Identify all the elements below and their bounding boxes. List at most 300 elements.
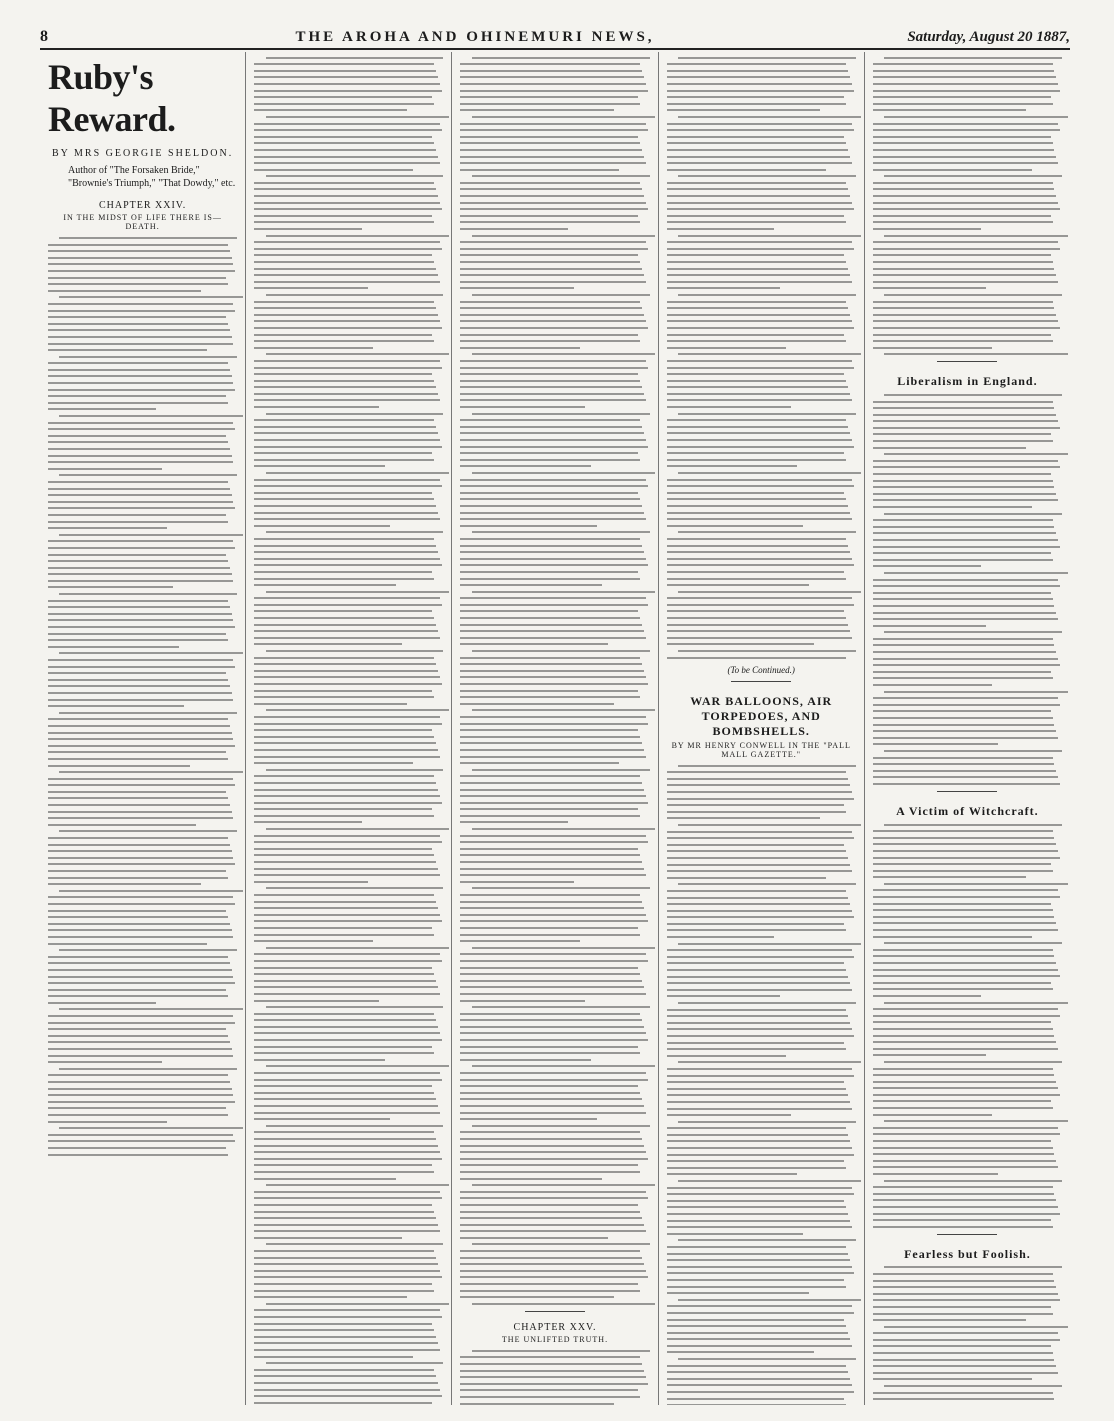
text-line [254, 169, 413, 171]
text-line [873, 565, 981, 567]
text-line [460, 953, 645, 955]
text-line [48, 896, 233, 898]
text-line [48, 956, 228, 958]
text-line [667, 1160, 845, 1162]
text-line [48, 916, 228, 918]
text-line [667, 1108, 852, 1110]
text-line [667, 386, 849, 388]
text-line [460, 782, 642, 784]
text-line [667, 1279, 845, 1281]
text-line [460, 169, 619, 171]
text-line [460, 399, 645, 401]
text-line [667, 1332, 849, 1334]
text-line [254, 103, 434, 105]
text-line [254, 334, 432, 336]
text-line [472, 235, 656, 237]
text-line [266, 1065, 450, 1067]
text-line [48, 943, 207, 945]
text-line [667, 1220, 851, 1222]
text-line [460, 742, 642, 744]
text-line [873, 717, 1053, 719]
text-line [48, 646, 179, 648]
text-line [667, 1028, 852, 1030]
text-line [266, 175, 444, 177]
text-line [59, 652, 243, 654]
text-line [254, 1257, 436, 1259]
text-line [48, 837, 228, 839]
text-line [48, 995, 228, 997]
text-line [48, 850, 232, 852]
text-line [667, 367, 854, 369]
text-line [884, 353, 1068, 355]
text-line [460, 446, 647, 448]
text-line [667, 169, 826, 171]
text-line [48, 270, 235, 272]
text-line [254, 301, 434, 303]
text-line [460, 498, 640, 500]
text-line [48, 257, 232, 259]
text-line [266, 1006, 444, 1008]
text-line [460, 815, 640, 817]
text-line [48, 461, 233, 463]
text-line [460, 1396, 640, 1398]
text-line [460, 1178, 602, 1180]
text-line [48, 395, 226, 397]
text-line [460, 281, 645, 283]
text-line [873, 1021, 1051, 1023]
text-line [873, 466, 1060, 468]
text-line [873, 261, 1053, 263]
text-line [254, 690, 432, 692]
text-line [59, 949, 237, 951]
text-line [254, 967, 432, 969]
text-line [254, 479, 439, 481]
text-line [460, 188, 642, 190]
text-line [460, 841, 647, 843]
text-line [48, 369, 230, 371]
text-line [678, 57, 856, 59]
text-line [667, 798, 854, 800]
text-line [48, 633, 226, 635]
text-line [472, 709, 656, 711]
text-line [48, 778, 233, 780]
text-line [59, 830, 237, 832]
text-line [460, 795, 645, 797]
text-line [667, 910, 852, 912]
text-line [873, 843, 1057, 845]
text-line [48, 877, 228, 879]
text-line [667, 1259, 851, 1261]
text-line [48, 455, 232, 457]
text-line [873, 208, 1060, 210]
text-line [266, 709, 450, 711]
text-line [873, 1094, 1060, 1096]
text-line [873, 63, 1053, 65]
text-line [59, 237, 237, 239]
text-line [667, 837, 854, 839]
text-line [873, 658, 1058, 660]
text-line [460, 334, 638, 336]
text-line [48, 1107, 226, 1109]
text-line [254, 670, 438, 672]
text-line [48, 389, 235, 391]
text-line [460, 874, 645, 876]
text-line [460, 1158, 647, 1160]
text-line [460, 1363, 642, 1365]
text-line [254, 920, 441, 922]
text-line [873, 743, 998, 745]
text-line [667, 1088, 847, 1090]
text-line [667, 778, 849, 780]
text-line [873, 1398, 1055, 1400]
text-line [873, 969, 1058, 971]
text-line [873, 1140, 1051, 1142]
text-line [667, 129, 854, 131]
text-line [254, 1389, 439, 1391]
text-line [254, 149, 436, 151]
text-line [48, 718, 228, 720]
text-line [59, 415, 243, 417]
text-line [48, 1094, 233, 1096]
text-line [460, 1224, 644, 1226]
text-line [873, 83, 1058, 85]
text-line [873, 1114, 992, 1116]
text-line [678, 531, 856, 533]
text-line [48, 329, 230, 331]
text-line [48, 969, 232, 971]
text-line [667, 617, 847, 619]
text-line [667, 373, 845, 375]
text-line [667, 1345, 852, 1347]
text-line [48, 362, 228, 364]
text-line [48, 1140, 235, 1142]
text-line [254, 1000, 379, 1002]
article-title: WAR BALLOONS, AIR TORPEDOES, AND BOMBSHELLS. [690, 693, 833, 738]
text-line [873, 870, 1053, 872]
text-line [254, 1112, 439, 1114]
text-line [460, 1276, 647, 1278]
text-line [460, 1085, 638, 1087]
text-line [873, 506, 1032, 508]
text-line [873, 1359, 1055, 1361]
text-line [667, 380, 847, 382]
text-line [667, 604, 854, 606]
text-line [873, 480, 1053, 482]
text-line [254, 268, 436, 270]
text-line [667, 162, 852, 164]
text-line [460, 1079, 647, 1081]
text-line [667, 956, 854, 958]
text-line [460, 248, 647, 250]
text-line [472, 175, 650, 177]
text-line [884, 883, 1068, 885]
text-line [873, 710, 1051, 712]
text-line [254, 993, 439, 995]
text-line [254, 676, 439, 678]
text-line [266, 1303, 450, 1305]
text-line [254, 281, 439, 283]
text-line [472, 531, 650, 533]
text-line [48, 619, 233, 621]
text-line [667, 188, 849, 190]
text-line [460, 1131, 640, 1133]
text-line [48, 1121, 167, 1123]
text-line [254, 1375, 436, 1377]
text-line [266, 57, 444, 59]
text-line [254, 558, 439, 560]
text-line [460, 465, 591, 467]
text-line [873, 281, 1058, 283]
text-line [254, 162, 439, 164]
text-line [460, 1290, 640, 1292]
text-line [667, 248, 854, 250]
text-line [873, 1035, 1055, 1037]
text-line [460, 109, 613, 111]
text-line [254, 1349, 439, 1351]
text-line [678, 1061, 862, 1063]
text-line [873, 1365, 1057, 1367]
text-line [873, 684, 992, 686]
text-line [667, 857, 849, 859]
text-line [254, 432, 438, 434]
text-line [472, 116, 656, 118]
text-line [460, 156, 644, 158]
text-line [873, 1028, 1053, 1030]
text-line [254, 248, 441, 250]
text-line [460, 973, 640, 975]
text-line [472, 57, 650, 59]
text-line [873, 770, 1057, 772]
text-line [48, 468, 162, 470]
text-line [873, 460, 1058, 462]
text-line [48, 441, 228, 443]
text-line [873, 1293, 1058, 1295]
text-line [48, 797, 228, 799]
text-line [266, 769, 444, 771]
text-line [460, 1389, 638, 1391]
text-line [254, 1026, 438, 1028]
text-line [667, 76, 851, 78]
text-line [254, 505, 436, 507]
text-line [254, 156, 438, 158]
text-line [460, 241, 645, 243]
text-line [667, 320, 852, 322]
text-line [48, 1015, 233, 1017]
text-line [48, 402, 228, 404]
text-line [48, 310, 235, 312]
text-line [667, 864, 851, 866]
divider [731, 681, 791, 682]
text-line [460, 1032, 645, 1034]
text-line [873, 1319, 1026, 1321]
text-line [873, 605, 1055, 607]
text-line [678, 235, 862, 237]
text-line [873, 320, 1058, 322]
text-line [266, 828, 450, 830]
text-line [873, 347, 992, 349]
text-line [460, 301, 640, 303]
text-line [254, 604, 441, 606]
text-line [873, 1339, 1060, 1341]
text-line [254, 1118, 390, 1120]
text-line [460, 835, 645, 837]
divider [937, 361, 997, 362]
text-line [48, 857, 233, 859]
text-line [254, 617, 434, 619]
text-line [254, 657, 434, 659]
text-line [254, 485, 441, 487]
text-line [254, 934, 434, 936]
text-line [460, 1112, 645, 1114]
text-line [873, 552, 1051, 554]
text-line [460, 1171, 640, 1173]
text-line [254, 703, 407, 705]
text-line [59, 890, 243, 892]
text-line [254, 1105, 438, 1107]
text-line [884, 750, 1062, 752]
text-line [667, 1173, 798, 1175]
text-line [873, 447, 1026, 449]
text-line [254, 123, 439, 125]
text-line [460, 683, 647, 685]
body-text [254, 57, 443, 1405]
text-line [873, 671, 1051, 673]
text-line [667, 307, 849, 309]
text-line [254, 327, 441, 329]
body-text [460, 1350, 649, 1405]
text-line [873, 103, 1053, 105]
text-line [667, 1213, 849, 1215]
text-line [48, 1101, 235, 1103]
text-line [48, 323, 228, 325]
text-line [460, 960, 647, 962]
text-line [667, 1187, 852, 1189]
text-line [873, 407, 1055, 409]
text-line [667, 1319, 845, 1321]
text-line [667, 989, 852, 991]
text-line [460, 604, 647, 606]
text-line [254, 1151, 439, 1153]
text-line [667, 334, 845, 336]
chapter-subtitle: IN THE MIDST OF LIFE THERE IS—DEATH. [63, 213, 222, 231]
text-line [667, 1404, 847, 1405]
text-line [254, 1072, 439, 1074]
text-line [48, 382, 233, 384]
text-line [48, 929, 232, 931]
text-line [460, 136, 638, 138]
text-line [873, 221, 1053, 223]
text-line [667, 182, 847, 184]
text-line [873, 473, 1051, 475]
text-line [460, 215, 638, 217]
text-line [667, 1398, 845, 1400]
masthead [40, 16, 1070, 50]
text-line [254, 624, 436, 626]
text-line [884, 1266, 1062, 1268]
issue-date: Saturday, August 20 1887, [907, 29, 1070, 45]
text-line [678, 1002, 856, 1004]
text-line [254, 254, 432, 256]
text-line [460, 894, 640, 896]
text-line [48, 316, 226, 318]
text-line [667, 791, 852, 793]
text-line [460, 254, 638, 256]
text-line [884, 631, 1062, 633]
text-line [667, 228, 775, 230]
text-line [254, 821, 362, 823]
text-line [59, 1127, 243, 1129]
text-line [254, 1323, 432, 1325]
text-line [48, 870, 226, 872]
text-line [667, 551, 851, 553]
text-line [667, 969, 847, 971]
text-line [254, 643, 402, 645]
text-line [472, 1243, 650, 1245]
text-line [667, 446, 854, 448]
text-line [460, 129, 647, 131]
text-line [884, 1061, 1062, 1063]
text-line [667, 123, 852, 125]
text-line [873, 401, 1053, 403]
text-line [254, 1336, 436, 1338]
text-line [254, 716, 439, 718]
text-line [460, 1376, 645, 1378]
text-line [48, 580, 233, 582]
text-line [667, 241, 852, 243]
text-line [678, 472, 862, 474]
article-title: Liberalism in England. [897, 374, 1038, 389]
text-line [884, 394, 1062, 396]
text-line [254, 868, 438, 870]
text-line [254, 1052, 434, 1054]
text-line [254, 789, 438, 791]
text-line [460, 439, 645, 441]
text-line [48, 824, 196, 826]
text-line [667, 1048, 847, 1050]
text-line [254, 782, 436, 784]
text-line [873, 612, 1057, 614]
text-line [460, 663, 642, 665]
text-line [884, 116, 1068, 118]
text-line [254, 90, 441, 92]
text-line [460, 202, 645, 204]
text-line [873, 241, 1058, 243]
text-line [48, 540, 233, 542]
text-line [472, 1125, 650, 1127]
text-line [873, 1213, 1060, 1215]
text-line [667, 831, 852, 833]
text-line [873, 1378, 1032, 1380]
text-line [667, 890, 847, 892]
text-line [254, 360, 439, 362]
text-line [667, 1167, 847, 1169]
text-line [472, 828, 656, 830]
text-line [873, 1160, 1057, 1162]
text-line [873, 433, 1051, 435]
text-line [460, 993, 645, 995]
text-line [873, 704, 1060, 706]
text-line [254, 1296, 407, 1298]
text-line [873, 559, 1053, 561]
text-line [460, 1263, 644, 1265]
text-line [873, 837, 1055, 839]
text-line [254, 70, 436, 72]
text-line [460, 228, 568, 230]
text-line [667, 406, 792, 408]
text-line [254, 1356, 413, 1358]
text-line [460, 967, 638, 969]
text-line [460, 1072, 645, 1074]
